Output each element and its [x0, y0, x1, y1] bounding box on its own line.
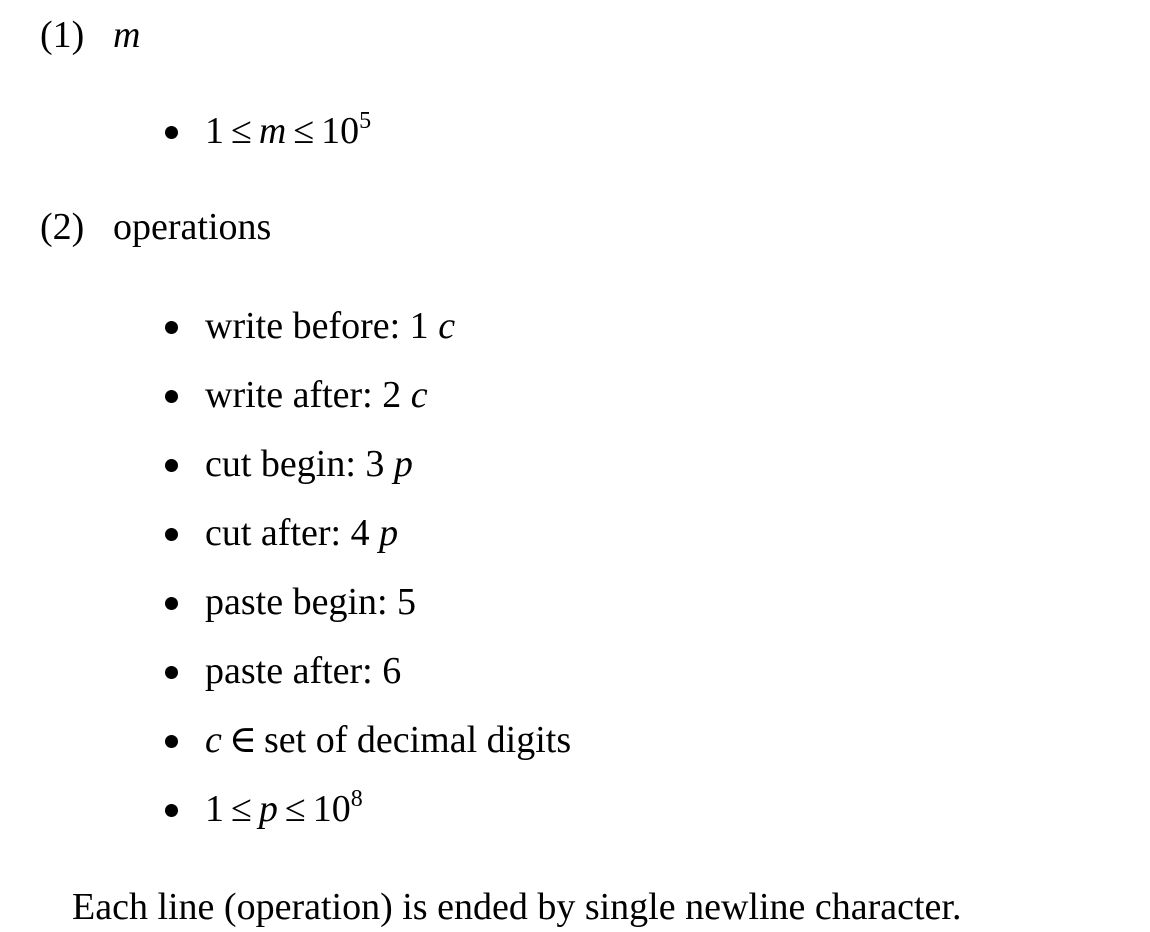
bullet-icon	[165, 126, 178, 139]
op-text: write after: 2	[205, 374, 402, 416]
op-var: c	[438, 305, 456, 347]
enum-title-1: m	[113, 14, 141, 56]
op-text: paste after: 6	[205, 650, 402, 692]
math-m-range: $1 \le m \le 10^5$	[205, 108, 372, 152]
enum-label-1: (1)	[40, 14, 85, 56]
footer-paragraph: Each line (operation) is ended by single newline character.	[72, 886, 962, 928]
bullet-icon	[165, 804, 178, 817]
bullet-icon	[165, 321, 178, 334]
enum-title-2: operations	[113, 206, 272, 248]
bullet-icon	[165, 390, 178, 403]
op-var: c	[410, 374, 428, 416]
bullet-icon	[165, 528, 178, 541]
bullet-icon	[165, 597, 178, 610]
op-text: write before: 1	[205, 305, 429, 347]
op-var: p	[393, 443, 413, 485]
op-text: cut begin: 3	[205, 443, 385, 485]
bullet-icon	[165, 459, 178, 472]
bullet-icon	[165, 666, 178, 679]
enum-label-2: (2)	[40, 206, 85, 248]
op-text: paste begin: 5	[205, 581, 417, 623]
op-var: p	[379, 512, 399, 554]
bullet-icon	[165, 735, 178, 748]
op-text: cut after: 4	[205, 512, 370, 554]
